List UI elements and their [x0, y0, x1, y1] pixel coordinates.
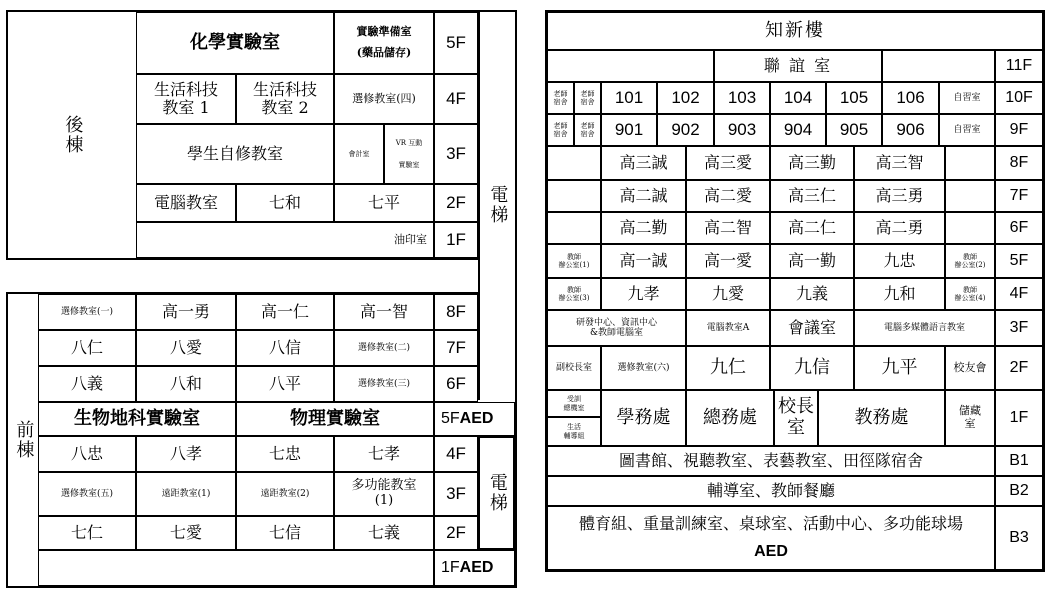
room-storage-line2: 室: [964, 417, 976, 430]
room-105: 105: [826, 82, 882, 114]
zhixin-11f-empty-left: [547, 50, 714, 82]
room-rd-it-center-line2: &教師電腦室: [589, 328, 643, 338]
b3-facilities-list: 體育組、重量訓練室、桌球室、活動中心、多功能球場: [578, 513, 963, 533]
room-elective-3: 選修教室(三): [334, 366, 434, 402]
room-teacher-dorm: [547, 82, 574, 114]
room-class-7-zhong: 七忠: [236, 436, 334, 472]
room-living-tech-2: [236, 74, 334, 124]
floor-label: 5F: [995, 244, 1043, 278]
room-teacher-dorm-line1: 老師: [580, 121, 595, 130]
floor-label: 3F: [434, 124, 478, 184]
zhixin-6f-empty-left: [547, 212, 601, 244]
zhixin-11f-empty-right: [882, 50, 995, 82]
room-class-9-yi: 九義: [770, 278, 854, 310]
room-remote-1: 遠距教室(1): [136, 472, 236, 516]
floor-label: 7F: [995, 180, 1043, 212]
room-class-8-he: 八和: [136, 366, 236, 402]
floor-label: 1F: [441, 558, 460, 576]
zhixin-6f-empty-right: [945, 212, 995, 244]
room-vice-principal: 副校長室: [547, 346, 601, 390]
room-elective-6: 選修教室(六): [601, 346, 686, 390]
b2-facilities: 輔導室、教師餐廳: [547, 476, 995, 506]
room-teacher-office-line1: 教師: [567, 285, 581, 294]
room-study: 自習室: [939, 82, 995, 114]
room-elective-4: 選修教室(四): [334, 74, 434, 124]
front-building-right-border: [515, 400, 517, 588]
aed-label: AED: [459, 558, 494, 576]
room-storage-line1: 儲藏: [959, 404, 981, 418]
room-teacher-dorm-line1: 老師: [580, 89, 595, 98]
room-class-8-ren: 八仁: [38, 330, 136, 366]
room-multifunction-line2: (1): [374, 493, 394, 508]
room-elective-2: 選修教室(二): [334, 330, 434, 366]
floor-label: 8F: [434, 294, 478, 330]
room-multimedia-language: 電腦多媒體語言教室: [854, 310, 995, 346]
room-principal: [774, 390, 818, 446]
floor-label: 1F: [995, 390, 1043, 446]
room-elective-5: 選修教室(五): [38, 472, 136, 516]
room-class-12-zhi: 高三智: [854, 146, 945, 180]
room-class-12-ai: 高三愛: [686, 146, 770, 180]
room-rd-it-center: [547, 310, 686, 346]
aed-label: AED: [754, 543, 788, 560]
zhixin-7f-empty-left: [547, 180, 601, 212]
room-class-9-ai: 九愛: [686, 278, 770, 310]
room-study-hall: 學生自修教室: [136, 124, 334, 184]
floor-label: 10F: [995, 82, 1043, 114]
room-106: 106: [882, 82, 939, 114]
room-class-7-ping: 七平: [334, 184, 434, 222]
floor-label: 2F: [995, 346, 1043, 390]
room-teacher-office-4: [945, 278, 995, 310]
room-storage: [945, 390, 995, 446]
room-vr-lab: [384, 124, 434, 184]
room-teacher-office-3: [547, 278, 601, 310]
room-computer-a: 電腦教室A: [686, 310, 770, 346]
room-general-affairs: 總務處: [686, 390, 774, 446]
floor-label: 3F: [995, 310, 1043, 346]
room-alumni: 校友會: [945, 346, 995, 390]
room-class-9-ren: 九仁: [686, 346, 770, 390]
front-building-bottom-border: [6, 586, 517, 588]
floor-label: 11F: [995, 50, 1043, 82]
room-living-tech-1-line1: 生活科技: [153, 79, 218, 99]
room-teacher-office-line2: 辦公室(2): [954, 261, 986, 269]
room-lab-prep-line1: 實驗準備室: [356, 25, 412, 39]
room-101: 101: [601, 82, 657, 114]
room-901: 901: [601, 114, 657, 146]
room-class-8-yi: 八義: [38, 366, 136, 402]
room-print-label: 油印室: [394, 232, 427, 246]
room-class-12-ren: 高三仁: [770, 180, 854, 212]
room-class-10-ai: 高一愛: [686, 244, 770, 278]
floor-label: 2F: [434, 516, 478, 550]
zhixin-title: 知新樓: [547, 12, 1043, 50]
room-102: 102: [657, 82, 714, 114]
room-class-7-he: 七和: [236, 184, 334, 222]
room-living-tech-1-line2: 教室 1: [162, 98, 210, 117]
room-class-9-zhong: 九忠: [854, 244, 945, 278]
room-lab-prep-line2: (藥品儲存): [356, 46, 412, 59]
room-bio-earth-lab: 生物地科實驗室: [38, 402, 236, 436]
zhixin-7f-empty-right: [945, 180, 995, 212]
b1-facilities: 圖書館、視聽教室、表藝教室、田徑隊宿舍: [547, 446, 995, 476]
room-class-11-cheng: 高二誠: [601, 180, 686, 212]
room-academic-affairs: 教務處: [818, 390, 945, 446]
zhixin-8f-empty-left: [547, 146, 601, 180]
room-teacher-dorm-line1: 老師: [553, 121, 568, 130]
room-print: [136, 222, 434, 258]
room-class-8-xiao: 八孝: [136, 436, 236, 472]
zhixin-8f-empty-right: [945, 146, 995, 180]
room-class-12-yong: 高三勇: [854, 180, 945, 212]
room-switchboard: [547, 390, 601, 417]
front-1f-space: [38, 550, 434, 586]
floor-label: 5F: [434, 12, 478, 74]
floor-label: 7F: [434, 330, 478, 366]
floor-label: 4F: [434, 74, 478, 124]
room-class-8-ping: 八平: [236, 366, 334, 402]
room-teacher-office-1: [547, 244, 601, 278]
room-class-8-ai: 八愛: [136, 330, 236, 366]
room-principal-line1: 校長: [778, 396, 814, 418]
aed-label: AED: [459, 409, 494, 427]
room-902: 902: [657, 114, 714, 146]
floor-label: B2: [995, 476, 1043, 506]
room-class-7-ren: 七仁: [38, 516, 136, 550]
front-building-label: 前棟: [13, 420, 35, 460]
room-switchboard-line2: 總機室: [563, 403, 585, 412]
room-teacher-dorm: [574, 82, 601, 114]
room-conference: 會議室: [770, 310, 854, 346]
b3-facilities: [547, 506, 995, 570]
room-vr-lab-line1: VR 互動: [395, 138, 423, 147]
room-student-affairs: 學務處: [601, 390, 686, 446]
room-teacher-office-line2: 辦公室(3): [558, 294, 590, 302]
room-living-tech-2-line2: 教室 2: [261, 98, 309, 117]
room-class-11-zhi: 高二智: [686, 212, 770, 244]
room-chemistry-lab: 化學實驗室: [136, 12, 334, 74]
floor-5f-aed: [434, 402, 515, 436]
room-class-9-xiao: 九孝: [601, 278, 686, 310]
room-class-10-yong: 高一勇: [136, 294, 236, 330]
room-teacher-office-2: [945, 244, 995, 278]
room-accounting: 會計室: [334, 124, 384, 184]
room-class-9-ping: 九平: [854, 346, 945, 390]
room-lab-prep: [334, 12, 434, 74]
floor-label: 1F: [434, 222, 478, 258]
room-physics-lab: 物理實驗室: [236, 402, 434, 436]
back-building-bottom-border: [6, 258, 478, 260]
room-teacher-dorm-line2: 宿舍: [553, 98, 568, 106]
room-teacher-dorm-line2: 宿舍: [553, 130, 568, 138]
room-class-8-xin: 八信: [236, 330, 334, 366]
room-study: 自習室: [939, 114, 995, 146]
room-class-10-cheng: 高一誠: [601, 244, 686, 278]
room-905: 905: [826, 114, 882, 146]
floor-label: 8F: [995, 146, 1043, 180]
room-remote-2: 遠距教室(2): [236, 472, 334, 516]
room-903: 903: [714, 114, 770, 146]
room-teacher-office-line1: 教師: [963, 285, 977, 294]
room-teacher-dorm-line2: 宿舍: [580, 98, 595, 106]
room-teacher-dorm: [547, 114, 574, 146]
floor-label: 2F: [434, 184, 478, 222]
room-class-8-zhong: 八忠: [38, 436, 136, 472]
back-building-label: 後棟: [62, 115, 84, 155]
room-class-10-qin: 高一勤: [770, 244, 854, 278]
room-class-12-cheng: 高三誠: [601, 146, 686, 180]
floor-label: 3F: [434, 472, 478, 516]
room-teacher-dorm-line2: 宿舍: [580, 130, 595, 138]
room-class-12-qin: 高三勤: [770, 146, 854, 180]
room-teacher-office-line2: 辦公室(1): [558, 261, 590, 269]
room-life-guidance: [547, 417, 601, 446]
floor-label: 4F: [434, 436, 478, 472]
room-class-11-ren: 高二仁: [770, 212, 854, 244]
room-living-tech-2-line1: 生活科技: [252, 79, 317, 99]
room-class-7-xin: 七信: [236, 516, 334, 550]
floor-label: 5F: [441, 409, 460, 427]
room-class-11-qin: 高二勤: [601, 212, 686, 244]
floor-label: 6F: [434, 366, 478, 402]
elevator-back: 電梯: [487, 185, 509, 225]
room-rd-it-center-line1: 研發中心、資訊中心: [575, 317, 657, 328]
elevator-front: 電梯: [478, 436, 515, 550]
room-life-guidance-line2: 輔導組: [563, 431, 585, 440]
room-teacher-office-line1: 教師: [567, 252, 581, 261]
room-living-tech-1: [136, 74, 236, 124]
room-principal-line2: 室: [787, 417, 805, 438]
floor-label: B3: [995, 506, 1043, 570]
room-904: 904: [770, 114, 826, 146]
room-class-9-xin: 九信: [770, 346, 854, 390]
floor-label: 9F: [995, 114, 1043, 146]
room-teacher-office-line1: 教師: [963, 252, 977, 261]
room-multifunction-line1: 多功能教室: [351, 478, 417, 494]
room-class-7-ai: 七愛: [136, 516, 236, 550]
room-class-7-xiao: 七孝: [334, 436, 434, 472]
room-life-guidance-line1: 生活: [567, 423, 581, 432]
floor-label: B1: [995, 446, 1043, 476]
elevator-shaft-right-border: [515, 10, 517, 400]
room-104: 104: [770, 82, 826, 114]
room-vr-lab-line2: 實驗室: [398, 161, 420, 169]
room-lounge: 聯 誼 室: [714, 50, 882, 82]
room-class-10-ren: 高一仁: [236, 294, 334, 330]
room-teacher-office-line2: 辦公室(4): [954, 294, 986, 302]
room-teacher-dorm-line1: 老師: [553, 89, 568, 98]
room-computer: 電腦教室: [136, 184, 236, 222]
room-103: 103: [714, 82, 770, 114]
room-class-10-zhi: 高一智: [334, 294, 434, 330]
room-switchboard-line1: 受訓: [567, 395, 581, 404]
room-class-11-yong: 高二勇: [854, 212, 945, 244]
floor-label: 6F: [995, 212, 1043, 244]
room-906: 906: [882, 114, 939, 146]
room-teacher-dorm: [574, 114, 601, 146]
floor-1f-aed: [434, 550, 515, 586]
zhixin-bottom-border: [545, 570, 1045, 572]
room-elective-1: 選修教室(一): [38, 294, 136, 330]
floor-label: 4F: [995, 278, 1043, 310]
room-class-11-ai: 高二愛: [686, 180, 770, 212]
room-multifunction-1: [334, 472, 434, 516]
room-class-7-yi: 七義: [334, 516, 434, 550]
room-class-9-he: 九和: [854, 278, 945, 310]
